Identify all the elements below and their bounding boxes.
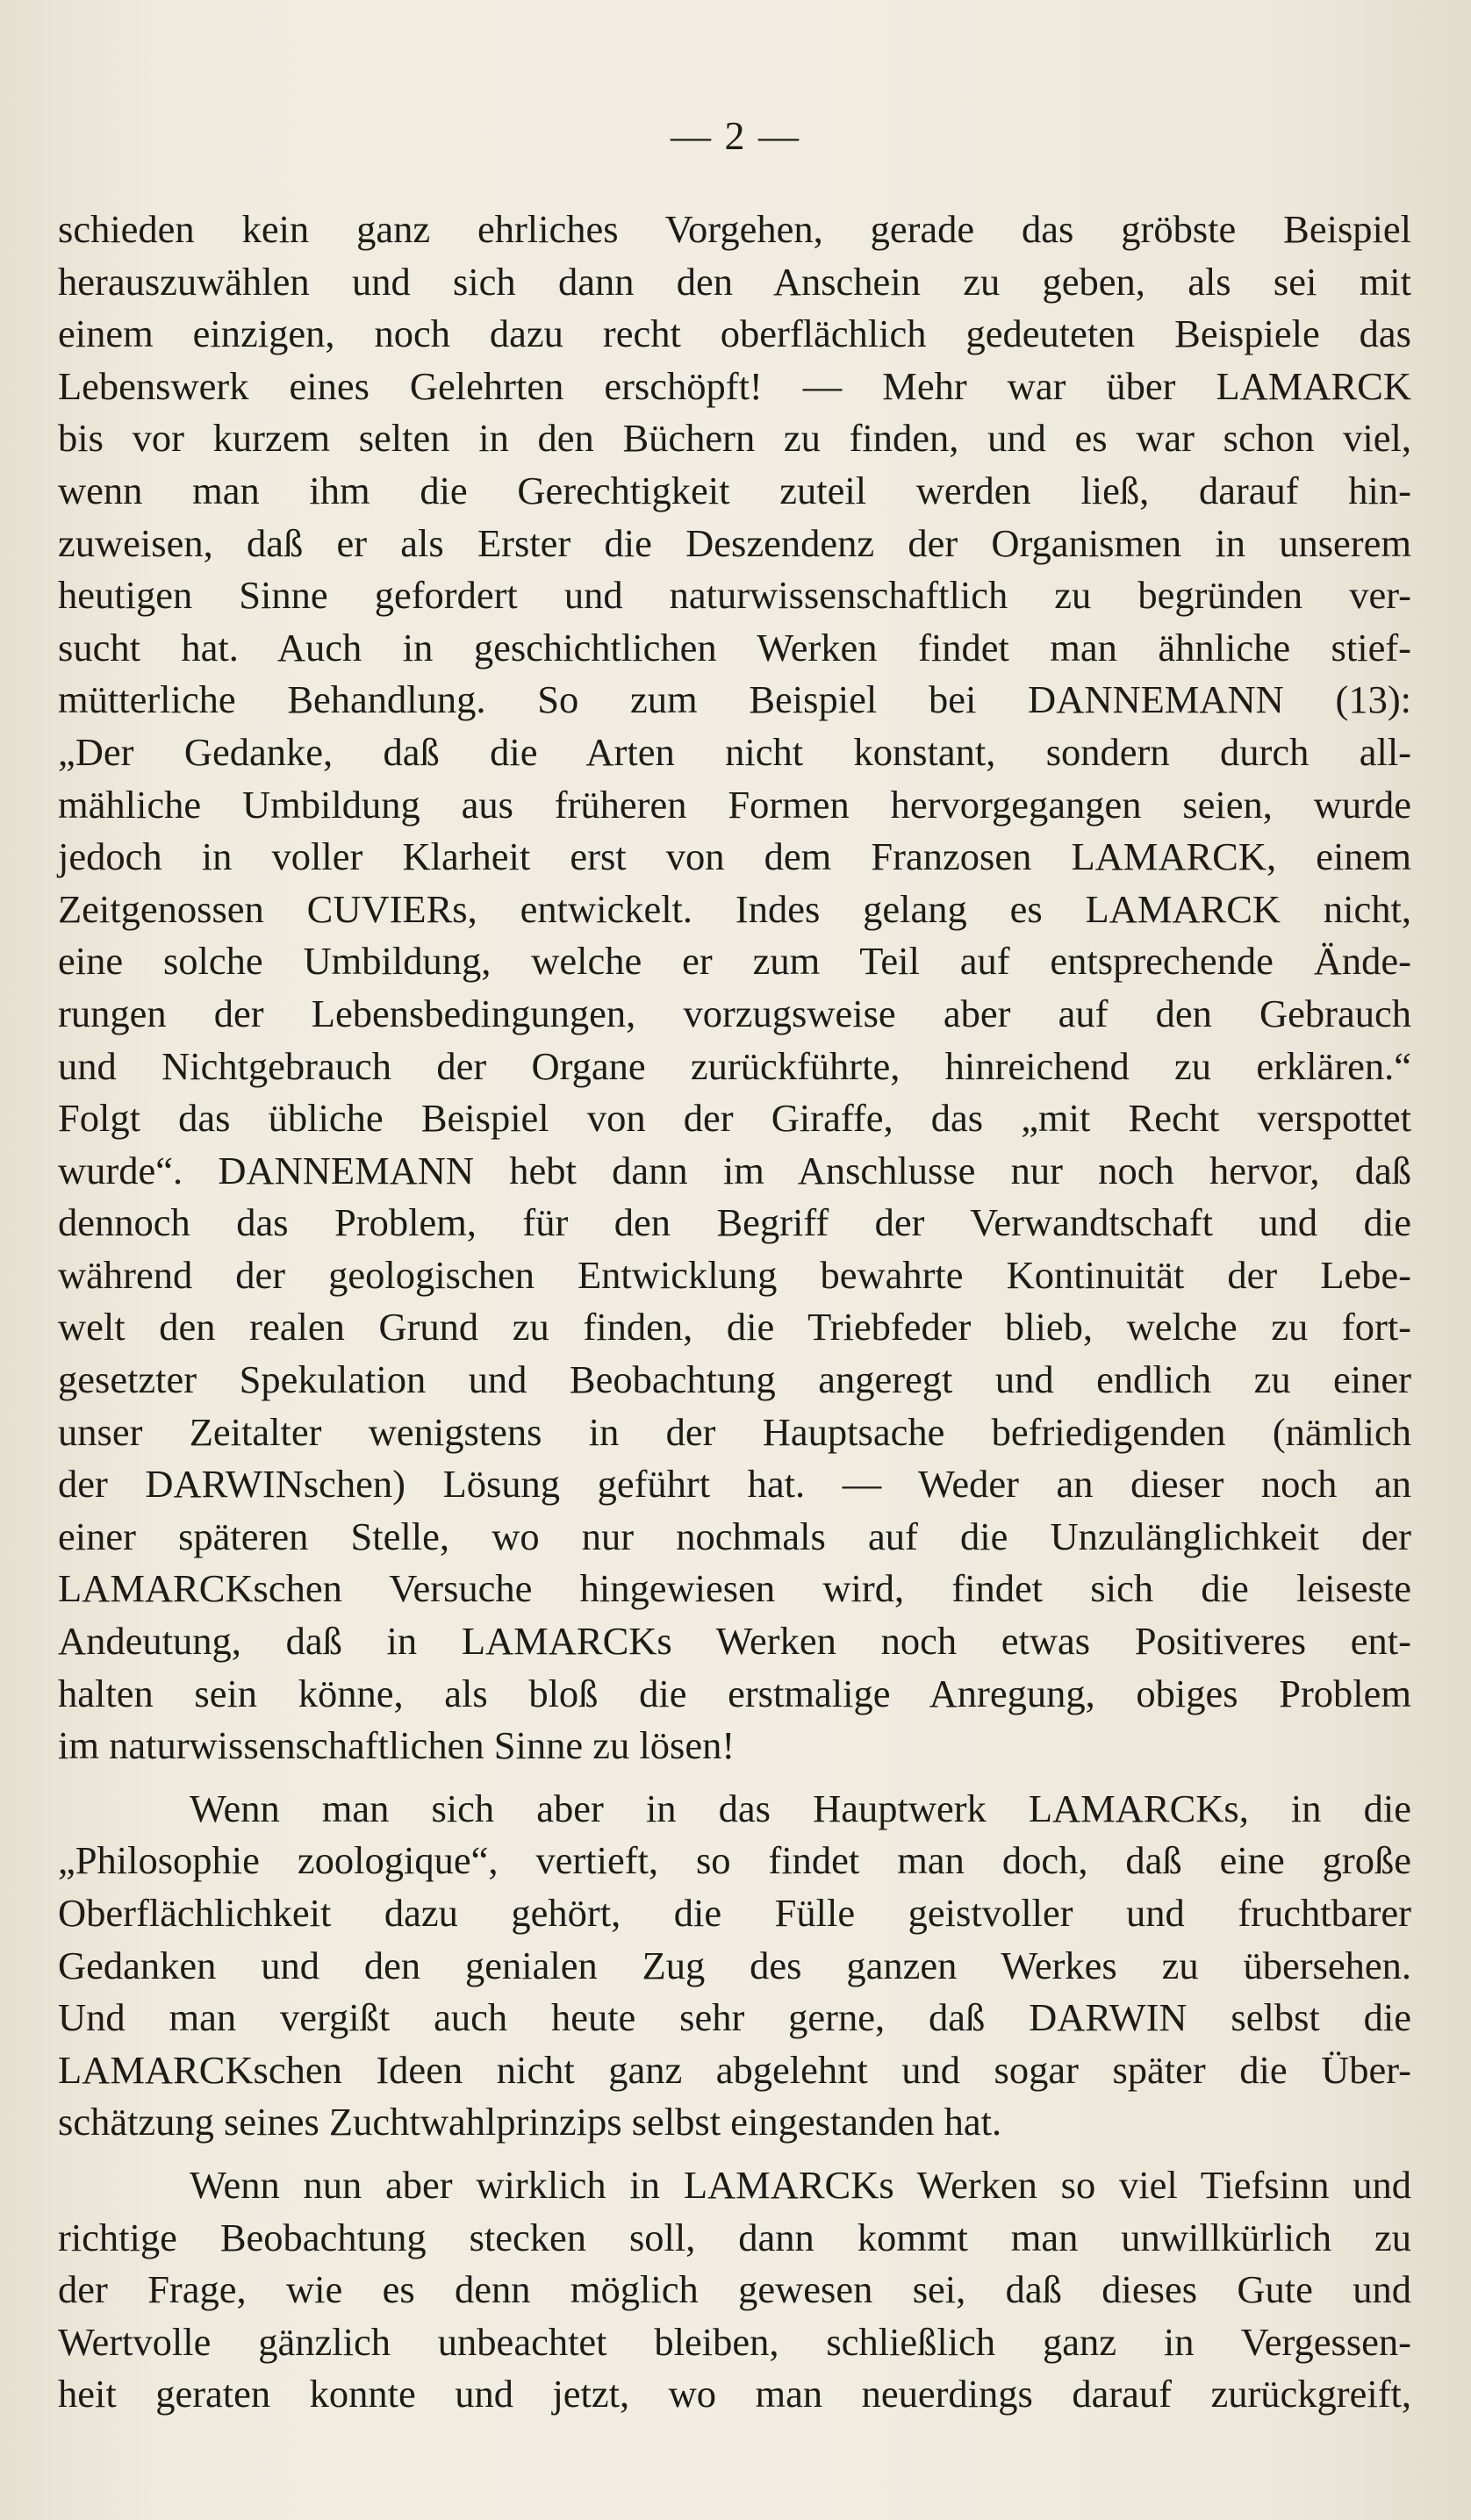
- text-line: eine solche Umbildung, welche er zum Teil auf entsprechende Ände-: [58, 939, 1411, 984]
- text-line: Wertvolle gänzlich unbeachtet bleiben, schließlich ganz in Vergessen-: [58, 2319, 1411, 2364]
- text-line: herauszuwählen und sich dann den Anschein zu geben, als sei mit: [58, 259, 1411, 304]
- text-line: heit geraten konnte und jetzt, wo man neuerdings darauf zurückgreift,: [58, 2372, 1411, 2416]
- paragraph-2: [58, 1783, 1411, 2149]
- text-line: Zeitgenossen CUVIERs, entwickelt. Indes gelang es LAMARCK nicht,: [58, 886, 1411, 931]
- text-line: schätzung seines Zuchtwahlprinzips selbst eingestanden hat.: [58, 2100, 1002, 2144]
- text-line: bis vor kurzem selten in den Büchern zu finden, und es war schon viel,: [58, 416, 1411, 461]
- paragraph-3: [58, 2159, 1411, 2421]
- text-line: wenn man ihm die Gerechtigkeit zuteil werden ließ, darauf hin-: [58, 468, 1411, 512]
- text-line: der Frage, wie es denn möglich gewesen sei, daß dieses Gute und: [58, 2267, 1411, 2312]
- text-line: „Philosophie zoologique“, vertieft, so findet man doch, daß eine große: [58, 1838, 1411, 1883]
- text-line: Oberflächlichkeit dazu gehört, die Fülle geistvoller und fruchtbarer: [58, 1891, 1411, 1935]
- body-text: [58, 204, 1411, 2421]
- paragraph-gap: [58, 1772, 1411, 1783]
- text-line: unser Zeitalter wenigstens in der Hauptsache befriedigenden (nämlich: [58, 1409, 1411, 1454]
- text-line: LAMARCKschen Ideen nicht ganz abgelehnt und sogar später die Über-: [58, 2047, 1411, 2092]
- text-line: welt den realen Grund zu finden, die Triebfeder blieb, welche zu fort-: [58, 1305, 1411, 1349]
- text-line: rungen der Lebensbedingungen, vorzugsweise aber auf den Gebrauch: [58, 991, 1411, 1035]
- text-line: mähliche Umbildung aus früheren Formen hervorgegangen seien, wurde: [58, 782, 1411, 827]
- text-line: richtige Beobachtung stecken soll, dann kommt man unwillkürlich zu: [58, 2215, 1411, 2259]
- text-line: Gedanken und den genialen Zug des ganzen Werkes zu übersehen.: [58, 1943, 1411, 1987]
- page-number: — 2 —: [671, 113, 800, 158]
- text-line: einem einzigen, noch dazu recht oberflächlich gedeuteten Beispiele das: [58, 311, 1411, 356]
- text-line: heutigen Sinne gefordert und naturwissenschaftlich zu begründen ver-: [58, 573, 1411, 618]
- text-line: schieden kein ganz ehrliches Vorgehen, gerade das gröbste Beispiel: [58, 207, 1411, 251]
- text-line: gesetzter Spekulation und Beobachtung angeregt und endlich zu einer: [58, 1357, 1411, 1402]
- text-line: jedoch in voller Klarheit erst von dem Franzosen LAMARCK, einem: [58, 834, 1411, 879]
- text-line: Wenn man sich aber in das Hauptwerk LAMARCKs, in die: [190, 1786, 1411, 1830]
- text-line: Andeutung, daß in LAMARCKs Werken noch etwas Positiveres ent-: [58, 1619, 1411, 1664]
- text-line: der DARWINschen) Lösung geführt hat. — Weder an dieser noch an: [58, 1462, 1411, 1507]
- text-line: Folgt das übliche Beispiel von der Giraffe, das „mit Recht verspottet: [58, 1096, 1411, 1141]
- text-line: Wenn nun aber wirklich in LAMARCKs Werken so viel Tiefsinn und: [190, 2162, 1411, 2207]
- text-line: „Der Gedanke, daß die Arten nicht konstant, sondern durch all-: [58, 729, 1411, 774]
- text-line: einer späteren Stelle, wo nur nochmals auf die Unzulänglichkeit der: [58, 1514, 1411, 1558]
- text-line: während der geologischen Entwicklung bewahrte Kontinuität der Lebe-: [58, 1252, 1411, 1297]
- text-line: halten sein könne, als bloß die erstmalige Anregung, obiges Problem: [58, 1671, 1411, 1715]
- text-line: dennoch das Problem, für den Begriff der Verwandtschaft und die: [58, 1200, 1411, 1245]
- paragraph-1: [58, 204, 1411, 1772]
- text-line: zuweisen, daß er als Erster die Deszendenz der Organismen in unserem: [58, 520, 1411, 565]
- text-line: sucht hat. Auch in geschichtlichen Werken findet man ähnliche stief-: [58, 625, 1411, 669]
- text-line: mütterliche Behandlung. So zum Beispiel bei DANNEMANN (13):: [58, 677, 1411, 722]
- text-line: LAMARCKschen Versuche hingewiesen wird, findet sich die leiseste: [58, 1566, 1411, 1611]
- text-line: und Nichtgebrauch der Organe zurückführte, hinreichend zu erklären.“: [58, 1043, 1411, 1088]
- paragraph-gap: [58, 2149, 1411, 2159]
- text-line: wurde“. DANNEMANN hebt dann im Anschlusse nur noch hervor, daß: [58, 1148, 1411, 1192]
- text-line: Lebenswerk eines Gelehrten erschöpft! — Mehr war über LAMARCK: [58, 363, 1411, 408]
- text-line: im naturwissenschaftlichen Sinne zu lösen!: [58, 1723, 736, 1768]
- text-line: Und man vergißt auch heute sehr gerne, daß DARWIN selbst die: [58, 1995, 1411, 2040]
